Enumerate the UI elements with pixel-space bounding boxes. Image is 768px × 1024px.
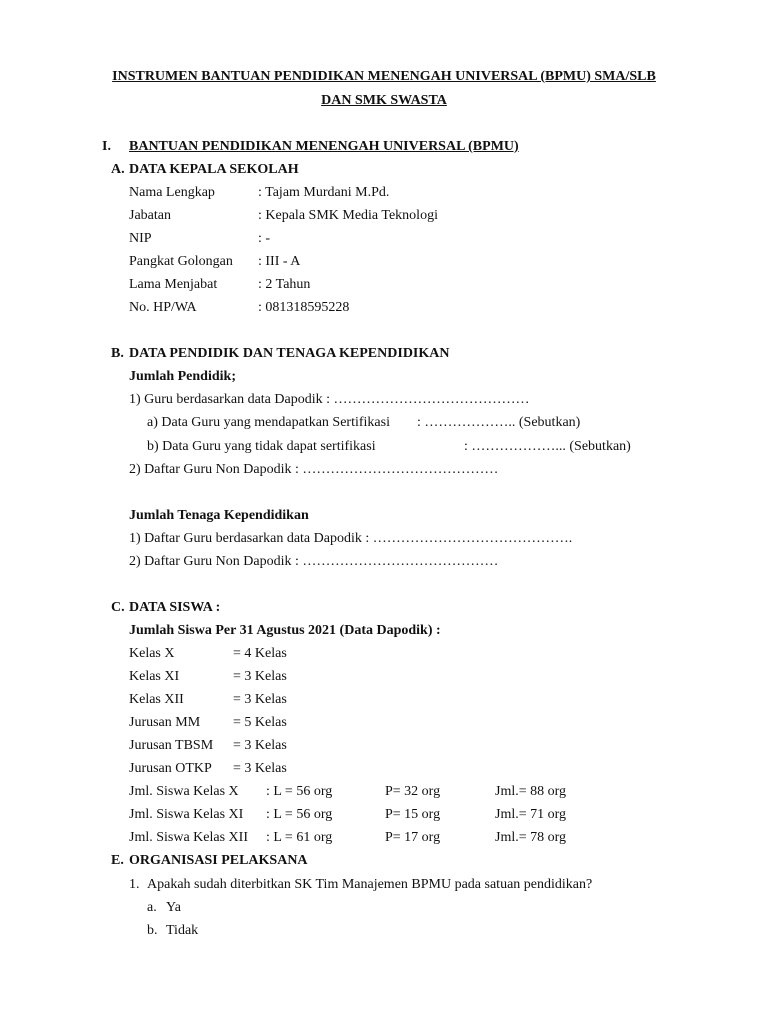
kelas-value: = 3 Kelas xyxy=(233,669,287,684)
kelas-value: = 4 Kelas xyxy=(233,646,287,661)
document-title-line-1: INSTRUMEN BANTUAN PENDIDIKAN MENENGAH UNIVERSAL (BPMU) SMA/SLB xyxy=(112,69,656,84)
kelas-value: = 3 Kelas xyxy=(233,692,287,707)
field-value: : III - A xyxy=(258,254,301,269)
section-b-label: B. xyxy=(111,346,124,361)
question-number: 1. xyxy=(129,877,140,892)
document-title-line-2: DAN SMK SWASTA xyxy=(321,93,447,108)
list-item: 1) Guru berdasarkan data Dapodik : …………………………………… xyxy=(129,392,530,407)
section-e-label: E. xyxy=(111,853,124,868)
jml-siswa-perempuan: P= 17 org xyxy=(385,830,441,845)
list-item: 2) Daftar Guru Non Dapodik : …………………………………… xyxy=(129,462,499,477)
kelas-value: = 5 Kelas xyxy=(233,715,287,730)
list-item: b) Data Guru yang tidak dapat sertifikasi xyxy=(147,439,376,454)
jml-siswa-laki: : L = 61 org xyxy=(266,830,333,845)
section-e-heading: ORGANISASI PELAKSANA xyxy=(129,853,308,868)
kelas-label: Jurusan MM xyxy=(129,715,201,730)
field-value: : ………………... (Sebutkan) xyxy=(464,439,631,454)
option-b-label: b. xyxy=(147,923,158,938)
option-a-text: Ya xyxy=(166,900,181,915)
option-a-label: a. xyxy=(147,900,157,915)
field-value: : Tajam Murdani M.Pd. xyxy=(258,185,390,200)
jml-siswa-label: Jml. Siswa Kelas XII xyxy=(129,830,248,845)
option-b-text: Tidak xyxy=(166,923,199,938)
field-value: : 2 Tahun xyxy=(258,277,311,292)
section-a-label: A. xyxy=(111,162,125,177)
jml-siswa-laki: : L = 56 org xyxy=(266,784,333,799)
list-item: 2) Daftar Guru Non Dapodik : …………………………………… xyxy=(129,554,499,569)
field-label: No. HP/WA xyxy=(129,300,197,315)
jml-siswa-perempuan: P= 15 org xyxy=(385,807,441,822)
section-number: I. xyxy=(102,139,111,154)
jml-siswa-total: Jml.= 88 org xyxy=(495,784,567,799)
list-item: a) Data Guru yang mendapatkan Sertifikasi xyxy=(147,415,390,430)
jml-siswa-total: Jml.= 71 org xyxy=(495,807,567,822)
kelas-label: Kelas X xyxy=(129,646,175,661)
section-c-label: C. xyxy=(111,600,125,615)
question-text: Apakah sudah diterbitkan SK Tim Manajemen BPMU pada satuan pendidikan? xyxy=(147,877,593,892)
kelas-value: = 3 Kelas xyxy=(233,761,287,776)
list-item: 1) Daftar Guru berdasarkan data Dapodik : ……………………………………. xyxy=(129,531,573,546)
jml-siswa-total: Jml.= 78 org xyxy=(495,830,567,845)
kelas-value: = 3 Kelas xyxy=(233,738,287,753)
kelas-label: Jurusan OTKP xyxy=(129,761,212,776)
field-label: Pangkat Golongan xyxy=(129,254,233,269)
field-value: : ……………….. (Sebutkan) xyxy=(417,415,581,430)
field-label: NIP xyxy=(129,231,152,246)
jml-siswa-label: Jml. Siswa Kelas XI xyxy=(129,807,244,822)
section-title: BANTUAN PENDIDIKAN MENENGAH UNIVERSAL (BPMU) xyxy=(129,139,519,154)
field-label: Nama Lengkap xyxy=(129,185,215,200)
kelas-label: Jurusan TBSM xyxy=(129,738,214,753)
section-c-heading: DATA SISWA : xyxy=(129,600,221,615)
jml-siswa-label: Jml. Siswa Kelas X xyxy=(129,784,239,799)
field-value: : - xyxy=(258,231,271,246)
subheading-jumlah-siswa: Jumlah Siswa Per 31 Agustus 2021 (Data Dapodik) : xyxy=(129,623,441,638)
section-b-heading: DATA PENDIDIK DAN TENAGA KEPENDIDIKAN xyxy=(129,346,450,361)
field-value: : 081318595228 xyxy=(258,300,350,315)
field-value: : Kepala SMK Media Teknologi xyxy=(258,208,438,223)
kelas-label: Kelas XII xyxy=(129,692,184,707)
jml-siswa-perempuan: P= 32 org xyxy=(385,784,441,799)
subheading-jumlah-pendidik: Jumlah Pendidik; xyxy=(129,369,236,384)
section-a-heading: DATA KEPALA SEKOLAH xyxy=(129,162,299,177)
jml-siswa-laki: : L = 56 org xyxy=(266,807,333,822)
subheading-tenaga-kependidikan: Jumlah Tenaga Kependidikan xyxy=(129,508,309,523)
field-label: Lama Menjabat xyxy=(129,277,218,292)
field-label: Jabatan xyxy=(129,208,171,223)
kelas-label: Kelas XI xyxy=(129,669,180,684)
